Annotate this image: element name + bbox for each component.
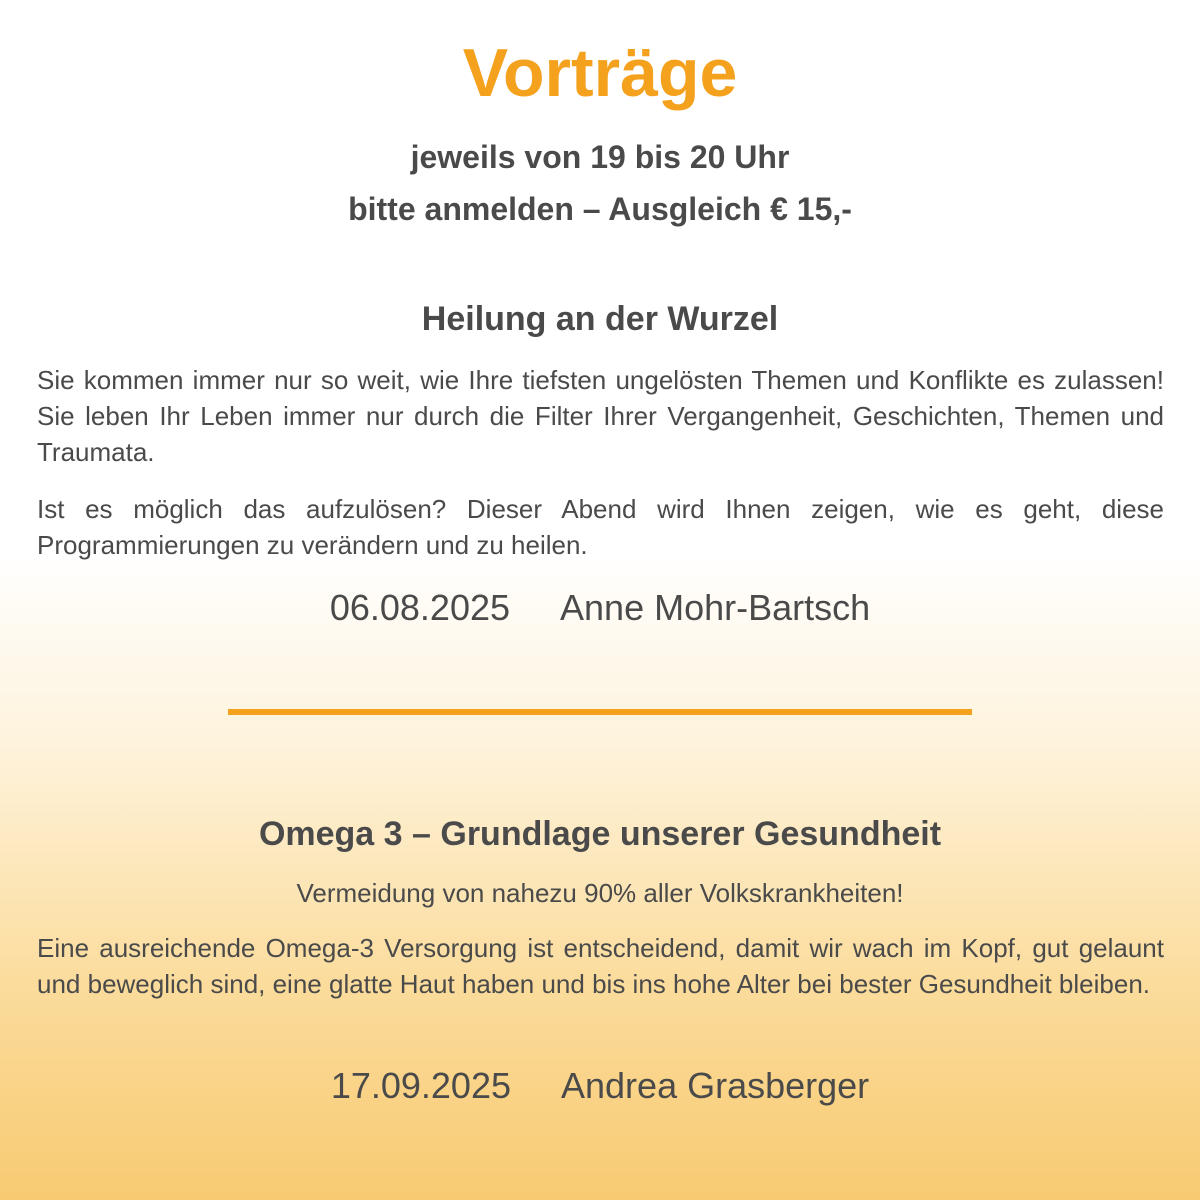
talk-1-paragraph-1: Sie kommen immer nur so weit, wie Ihre tiefsten ungelösten Themen und Konflikte es zulassen! Sie leben Ihr Leben immer nur durch die Filter Ihrer Vergangenheit, Geschichten, Themen und Traumata.	[37, 365, 1164, 467]
talk-1-date-speaker	[0, 586, 1200, 630]
talk-2-heading: Omega 3 – Grundlage unserer Gesundheit	[258, 815, 942, 853]
section-divider	[228, 709, 972, 715]
talk-2-speaker: Andrea Grasberger	[561, 1065, 870, 1106]
talk-2-paragraph-1: Eine ausreichende Omega-3 Versorgung ist entscheidend, damit wir wach im Kopf, gut gelaunt und beweglich sind, eine glatte Haut haben und bis ins hohe Alter bei bester Gesundheit bleiben.	[37, 933, 1164, 999]
registration-fee-info: bitte anmelden – Ausgleich € 15,-	[348, 191, 852, 227]
talk-1-date: 06.08.2025	[329, 587, 511, 628]
page-title: Vorträge	[462, 35, 738, 111]
talk-2-date-speaker	[0, 1064, 1200, 1108]
talk-2-date: 17.09.2025	[330, 1065, 511, 1106]
talk-1-heading: Heilung an der Wurzel	[421, 300, 779, 338]
talk-1-paragraph-2: Ist es möglich das aufzulösen? Dieser Abend wird Ihnen zeigen, wie es geht, diese Programmierungen zu verändern und zu heilen.	[37, 494, 1164, 560]
talk-2-tagline: Vermeidung von nahezu 90% aller Volkskrankheiten!	[296, 878, 904, 908]
time-info: jeweils von 19 bis 20 Uhr	[410, 139, 790, 175]
talk-1-speaker: Anne Mohr-Bartsch	[560, 587, 871, 628]
